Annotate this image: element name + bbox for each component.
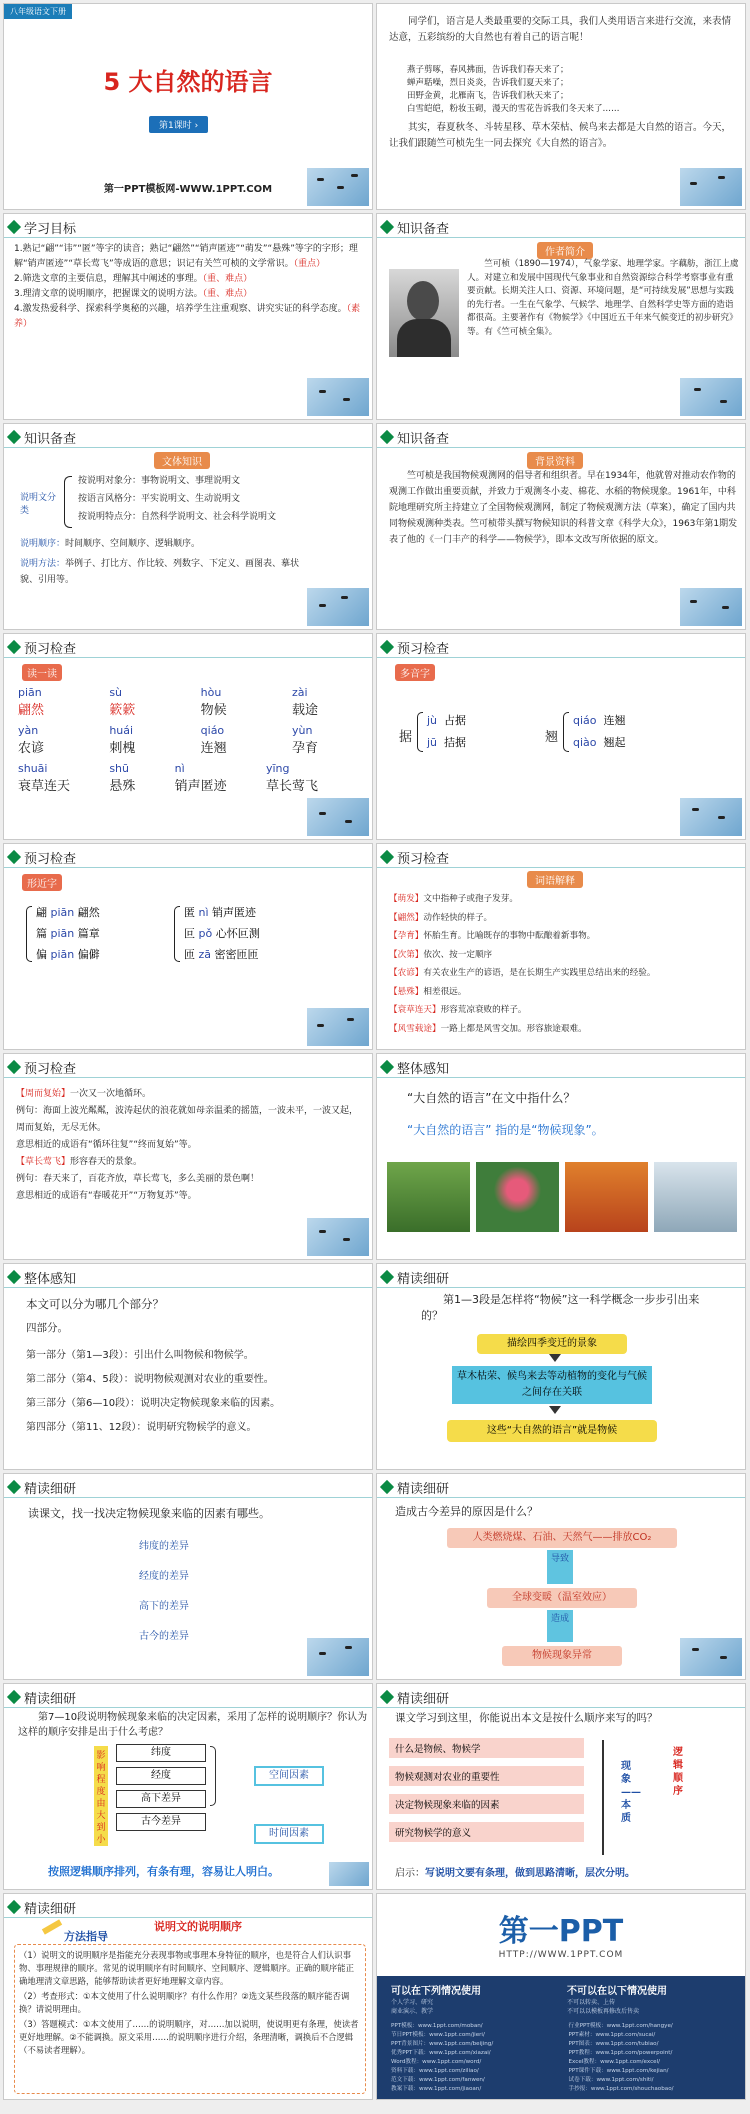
birds-image	[307, 378, 369, 416]
influence-bar: 影响程度由大到小	[94, 1746, 108, 1846]
question: 造成古今差异的原因是什么？	[395, 1505, 538, 1518]
author-portrait	[389, 269, 459, 357]
slide-study-1[interactable]	[376, 1263, 746, 1470]
diamond-icon	[380, 1270, 394, 1284]
forbidden-heading: 不可以在以下情况使用	[567, 1986, 667, 1997]
header-title: 精读细研	[397, 1692, 450, 1707]
idiom-line: 例句：春天来了，百花齐放，草长莺飞，多么美丽的景色啊！	[16, 1174, 260, 1184]
category-row: 按说明特点分：自然科学说明文、社会科学说明文	[78, 512, 277, 522]
goal-item: 4.激发热爱科学、探索科学奥秘的兴趣，培养学生注重观察、讲究实证的科学态度。（素养）	[14, 304, 361, 329]
vocab-item: 【萌发】文中指种子或孢子发芽。	[389, 894, 518, 904]
diamond-icon	[7, 850, 21, 864]
parts-list	[26, 1344, 366, 1440]
intro-para-1: 同学们，语言是人类最重要的交际工具，我们人类用语言来进行交流，来表情达意，五彩缤纷的大自然也有着自己的语言呢！	[389, 16, 732, 43]
logo-text: 第一PPT	[498, 1914, 624, 1949]
diamond-icon	[380, 1060, 394, 1074]
footer-link[interactable]: 范文下载：www.1ppt.com/fanwen/	[391, 2077, 485, 2083]
birds-image	[680, 378, 742, 416]
method-line: 说明方法：举例子、打比方、作比较、列数字、下定义、画图表、摹状貌、引用等。	[20, 559, 300, 585]
header-title: 预习检查	[24, 1062, 77, 1077]
poly-char-2: 翘	[545, 730, 559, 745]
header-title: 精读细研	[24, 1482, 77, 1497]
flow-box-1: 描绘四季变迁的景象	[477, 1334, 627, 1354]
poly-char-1: 据	[399, 730, 413, 745]
section-tag: 词语解释	[527, 871, 583, 888]
photo-flowers	[387, 1162, 470, 1232]
footer-link[interactable]: 资料下载：www.1ppt.com/ziliao/	[391, 2068, 479, 2074]
method-para: （3）答题模式：①本文使用了……的说明顺序，对……加以说明，使说明更有条理，使读者更好地理解。②不能调换。原文采用……的说明顺序进行介绍，条理清晰，调换后不合逻辑（不易读者理解）。	[19, 2019, 359, 2055]
logic-order: 逻辑顺序	[673, 1747, 683, 1797]
slide-background[interactable]	[376, 423, 746, 630]
slide-study-3[interactable]	[376, 1473, 746, 1680]
vocab-item: 【衰草连天】形容荒凉衰败的样子。	[389, 1005, 527, 1015]
question: 课文学习到这里，你能说出本文是按什么顺序来写的吗？	[395, 1712, 658, 1724]
word-item: yīng 草长莺飞	[265, 762, 318, 794]
section-tag: 多音字	[395, 664, 435, 681]
flow-box-2: 草木枯荣、候鸟来去等动植物的变化与气候之间存在关联	[452, 1366, 652, 1404]
slide-header	[4, 846, 372, 868]
brace	[26, 906, 32, 962]
idiom-line: 意思相近的成语有“循环往复”“终而复始”等。	[16, 1140, 197, 1150]
structure-item: 物候观测对农业的重要性	[389, 1766, 584, 1786]
slide-study-5[interactable]	[376, 1683, 746, 1890]
diamond-icon	[7, 430, 21, 444]
intro-para-2: 其实，春夏秋冬、斗转星移、草木荣枯、候鸟来去都是大自然的语言。今天，让我们跟随竺可桢先生一同去探究《大自然的语言》。	[389, 122, 732, 149]
slide-overview-2[interactable]	[3, 1263, 373, 1470]
header-title: 精读细研	[397, 1482, 450, 1497]
poem-line: 燕子剪啄，春风拂面，告诉我们春天来了；	[407, 65, 569, 75]
header-title: 预习检查	[24, 852, 77, 867]
order-line: 说明顺序：时间顺序、空间顺序、逻辑顺序。	[20, 539, 201, 549]
slide-header	[377, 636, 745, 658]
birds-image	[680, 1638, 742, 1676]
header-title: 预习检查	[397, 852, 450, 867]
factor-item: 古今的差异	[139, 1631, 189, 1642]
category-label: 说明文分类	[20, 493, 57, 516]
cause-box: 人类燃烧煤、石油、天然气——排放CO₂	[447, 1528, 677, 1548]
goal-item: 3.理清文章的说明顺序，把握课文的说明方法。（重、难点）	[14, 289, 253, 299]
word-item: shū 悬殊	[109, 762, 136, 794]
slide-vocab[interactable]	[376, 843, 746, 1050]
footer-link[interactable]: 手抄报：www.1ppt.com/shouchaobao/	[568, 2086, 674, 2092]
method-para: （2）考查形式：①本文使用了什么说明顺序？有什么作用？②选文某些段落的顺序能否调换？请说明理由。	[19, 1991, 350, 2014]
similar-right: 匿 nì 销声匿迹 叵 pǒ 心怀叵测 匝 zā 密密匝匝	[184, 906, 260, 961]
header-title: 学习目标	[24, 222, 77, 237]
diamond-icon	[7, 640, 21, 654]
header-title: 知识备查	[397, 222, 450, 237]
similar-left: 翩 piān 翩然 篇 piān 篇章 偏 piān 偏僻	[36, 906, 100, 961]
word-item: nì 销声匿迹	[174, 762, 227, 794]
method-tag: 方法指导	[64, 1930, 108, 1943]
birds-image	[329, 1862, 369, 1886]
slide-overview-1[interactable]	[376, 1053, 746, 1260]
part-item: 第三部分（第6—10段）：说明决定物候现象来临的因素。	[26, 1398, 281, 1409]
factor-item: 经度的差异	[139, 1571, 189, 1582]
section-tag: 形近字	[22, 874, 62, 891]
diamond-icon	[7, 1480, 21, 1494]
poly-group-1: jù 占据 jū 拮据	[427, 714, 467, 749]
poem-line: 田野金黄，北雁南飞，告诉我们秋天来了；	[407, 91, 569, 101]
word-item: zài 载途	[291, 686, 318, 718]
arrow-label-2: 造成	[547, 1610, 573, 1642]
slide-intro[interactable]	[376, 3, 746, 210]
brace	[563, 712, 569, 752]
factor-box: 高下差异	[116, 1790, 206, 1808]
phenomenon-essence: 现象——本质	[621, 1761, 641, 1824]
structure-item: 什么是物候、物候学	[389, 1738, 584, 1758]
slide-header	[4, 1476, 372, 1498]
lesson-title: 5 大自然的语言	[103, 68, 273, 96]
space-factor: 空间因素	[254, 1766, 324, 1786]
birds-image	[307, 1638, 369, 1676]
diamond-icon	[7, 1060, 21, 1074]
brace	[417, 712, 423, 752]
slide-method[interactable]	[3, 1893, 373, 2100]
word-item: yùn 孕育	[291, 724, 318, 756]
section-tag: 读一读	[22, 664, 62, 681]
part-item: 第一部分（第1—3段）：引出什么叫物候和物候学。	[26, 1350, 254, 1361]
slide-header	[4, 426, 372, 448]
structure-list	[389, 1738, 584, 1842]
diamond-icon	[7, 1900, 21, 1914]
section-tag: 作者简介	[537, 242, 593, 259]
slide-similar[interactable]	[3, 843, 373, 1050]
goals-list	[14, 242, 366, 332]
question: 第1—3段是怎样将“物候”这一科学概念一步步引出来的？	[421, 1293, 700, 1322]
vocab-item: 【农谚】有关农业生产的谚语，是在长期生产实践里总结出来的经验。	[389, 968, 656, 978]
brace	[174, 906, 180, 962]
arrow-label-1: 导致	[547, 1550, 573, 1584]
logo-url: HTTP://WWW.1PPT.COM	[498, 1950, 624, 1960]
word-item: qiáo 连翘	[200, 724, 227, 756]
section-tag: 文体知识	[154, 452, 210, 469]
method-title: 说明文的说明顺序	[154, 1920, 242, 1933]
allowed-heading: 可以在下列情况使用	[391, 1986, 481, 1997]
factor-boxes	[116, 1744, 206, 1831]
arrow-down-icon	[549, 1406, 561, 1414]
idiom-line: 意思相近的成语有“春暖花开”“万物复苏”等。	[16, 1191, 197, 1201]
intro-poem	[407, 64, 737, 116]
idiom-line: 例句：海面上波光粼粼，波涛起伏的浪花就如母亲温柔的摇篮，一波未平，一波又起，周而复始，无尽无休。	[16, 1106, 359, 1133]
birds-image	[307, 588, 369, 626]
footer-link[interactable]: PPT背景图片：www.1ppt.com/beijing/	[391, 2041, 494, 2047]
word-item: hòu 物候	[200, 686, 227, 718]
slide-goals[interactable]	[3, 213, 373, 420]
birds-image	[680, 588, 742, 626]
vocab-list	[389, 890, 741, 1038]
pencil-icon	[42, 1919, 62, 1934]
diamond-icon	[7, 220, 21, 234]
header-title: 知识备查	[24, 432, 77, 447]
factor-box: 纬度	[116, 1744, 206, 1762]
footer-link[interactable]: 行业PPT模板：www.1ppt.com/hangye/	[568, 2023, 673, 2029]
photo-birds	[654, 1162, 737, 1232]
brace	[210, 1746, 216, 1806]
slide-header	[377, 216, 745, 238]
diamond-icon	[7, 1690, 21, 1704]
factor-item: 纬度的差异	[139, 1541, 189, 1552]
slide-header	[377, 1686, 745, 1708]
goal-item: 2.筛选文章的主要信息，理解其中阐述的事理。（重、难点）	[14, 274, 253, 284]
footer-link[interactable]: PPT教程：www.1ppt.com/powerpoint/	[568, 2050, 673, 2056]
author-bio: 竺可桢（1890—1974），气象学家、地理学家。字藕舫，浙江上虞人。对建立和发展中国现代气象事业和自然资源综合科学考察事业有重要贡献。长期关注人口、资源、环境问题，是“可持续发展”思想与实践的先行者。一生在气象学、气候学、地理学、自然科学史等方面的造诣都很高。主要著作有《物候学》《中国近五千年来气候变迁的初步研究》等。有《竺可桢全集》。	[467, 259, 739, 337]
time-factor: 时间因素	[254, 1824, 324, 1844]
goal-item: 1.熟记“翩”“讳”“匿”等字的读音；熟记“翩然”“销声匿迹”“萌发”“悬殊”等字的字形；理解“销声匿迹”“草长莺飞”等成语的意思；识记有关竺可桢的文学常识。（重点）	[14, 244, 358, 269]
background-text: 竺可桢是我国物候观测网的倡导者和组织者。早在1934年，他就曾对推动农作物的观测工作做出重要贡献，并致力于观测冬小麦、棉花、水稻的物候现象。1961年，中科院地理研究所主持建立了全国物候观测网，制定了物候观测方法（草案），确定了国内共同物候观测种类表。竺可桢带头撰写物候知识的科普文章《科学大众》，1963年第1期发表了他的《一门丰产的科学——物候学》，即本文改写所依据的原文。	[389, 471, 738, 545]
poly-group-2: qiáo 连翘 qiào 翘起	[573, 714, 626, 749]
word-item: piān 翩然	[18, 686, 45, 718]
nature-photos	[387, 1162, 737, 1232]
birds-image	[307, 168, 369, 206]
word-item: huái 刺槐	[109, 724, 136, 756]
birds-image	[307, 1218, 369, 1256]
header-title: 整体感知	[24, 1272, 77, 1287]
site-name: 第一PPT模板网-WWW.1PPT.COM	[103, 184, 273, 195]
answer: “大自然的语言” 指的是“物候现象”。	[407, 1123, 604, 1137]
idiom-line: 【周而复始】一次又一次地循环。	[16, 1089, 152, 1099]
birds-image	[680, 798, 742, 836]
vocab-item: 【翩然】动作轻快的样子。	[389, 912, 493, 923]
question: 本文可以分为哪几个部分？	[26, 1297, 164, 1311]
header-title: 预习检查	[397, 642, 450, 657]
result-box: 物候现象异常	[502, 1646, 622, 1666]
poem-line: 白雪皑皑，粉妆玉砌，漫天的雪花告诉我们冬天来了……	[407, 104, 620, 114]
word-item: sù 簌簌	[109, 686, 136, 718]
footer-link[interactable]: 教案下载：www.1ppt.com/jiaoan/	[391, 2086, 482, 2092]
slide-study-4[interactable]	[3, 1683, 373, 1890]
footer-link[interactable]: 节日PPT模板：www.1ppt.com/jieri/	[391, 2032, 485, 2038]
footer-link[interactable]: 优秀PPT下载：www.1ppt.com/xiazai/	[391, 2050, 491, 2056]
footer-link[interactable]: Excel教程：www.1ppt.com/excel/	[568, 2059, 661, 2065]
answer: 按照逻辑顺序排列，有条有理，容易让人明白。	[48, 1865, 279, 1878]
vocab-item: 【风雪载途】一路上都是风雪交加。形容旅途艰难。	[389, 1023, 587, 1034]
insight: 启示：写说明文要有条理，做到思路清晰，层次分明。	[395, 1868, 635, 1879]
header-title: 整体感知	[397, 1062, 450, 1077]
footer-link[interactable]: 试卷下载：www.1ppt.com/shiti/	[568, 2077, 654, 2083]
category-row: 按语言风格分：平实说明文、生动说明文	[78, 494, 241, 504]
slide-header	[4, 216, 372, 238]
part-item: 第四部分（第11、12段）：说明研究物候学的意义。	[26, 1422, 257, 1433]
birds-image	[307, 798, 369, 836]
divider-line	[602, 1740, 604, 1855]
factor-list	[139, 1532, 189, 1652]
slide-polyphone[interactable]	[376, 633, 746, 840]
logo-banner	[377, 1894, 745, 1976]
word-item: yàn 农谚	[18, 724, 45, 756]
flow-box-3: 这些“大自然的语言”就是物候	[447, 1420, 657, 1442]
diamond-icon	[7, 1270, 21, 1284]
forbidden-list: 不可以转卖、上传 不可以以模板再修改后售卖	[567, 1999, 640, 2015]
method-box	[14, 1944, 366, 2094]
slide-header	[377, 1266, 745, 1288]
idiom-line: 【草长莺飞】形容春天的景象。	[16, 1157, 143, 1167]
slide-credits[interactable]	[376, 1893, 746, 2100]
factor-box: 经度	[116, 1767, 206, 1785]
factor-box: 古今差异	[116, 1813, 206, 1831]
footer-link[interactable]: PPT图表：www.1ppt.com/tubiao/	[568, 2041, 659, 2047]
answer-count: 四部分。	[26, 1322, 68, 1334]
allowed-list: 个人学习、研究 商业演示、教学	[391, 1999, 434, 2015]
category-row: 按说明对象分：事物说明文、事理说明文	[78, 476, 241, 486]
effect-box: 全球变暖（温室效应）	[487, 1588, 637, 1608]
slide-author[interactable]	[376, 213, 746, 420]
pinyin-grid	[18, 686, 318, 794]
slide-header	[4, 1686, 372, 1708]
question: “大自然的语言”在文中指什么？	[407, 1091, 576, 1105]
arrow-down-icon	[549, 1354, 561, 1362]
footer-link[interactable]: PPT课件下载：www.1ppt.com/kejian/	[568, 2068, 669, 2074]
slide-title[interactable]	[3, 3, 373, 210]
slide-genre[interactable]	[3, 423, 373, 630]
slide-header	[377, 1056, 745, 1078]
header-title: 知识备查	[397, 432, 450, 447]
diamond-icon	[380, 430, 394, 444]
slide-header	[4, 1896, 372, 1918]
section-tag: 背景资料	[527, 452, 583, 469]
photo-lotus	[476, 1162, 559, 1232]
slide-idioms[interactable]	[3, 1053, 373, 1260]
vocab-item: 【悬殊】相差很远。	[389, 986, 467, 997]
poem-line: 蝉声聒噪，烈日炎炎，告诉我们夏天来了；	[407, 78, 569, 88]
word-item: shuāi 衰草连天	[18, 762, 71, 794]
method-para: （1）说明文的说明顺序是指能充分表现事物或事理本身特征的顺序，也是符合人们认识事物、事理规律的顺序。常见的说明顺序有时间顺序、空间顺序、逻辑顺序。正确的顺序能正确地理清文章思路，能够帮助读者更好地理解文章内容。	[19, 1950, 354, 1986]
lesson-badge-label: 第1课时	[159, 121, 192, 131]
idiom-list	[16, 1086, 366, 1205]
diamond-icon	[380, 640, 394, 654]
header-title: 精读细研	[24, 1902, 77, 1917]
header-title: 精读细研	[24, 1692, 77, 1707]
footer-link[interactable]: Word教程：www.1ppt.com/word/	[391, 2059, 482, 2065]
diamond-icon	[380, 220, 394, 234]
diamond-icon	[380, 1480, 394, 1494]
footer-link[interactable]: PPT素材：www.1ppt.com/sucai/	[568, 2032, 656, 2038]
vocab-item: 【孕育】怀胎生育。比喻既存的事物中酝酿着新事物。	[389, 931, 596, 941]
slide-header	[377, 846, 745, 868]
header-title: 预习检查	[24, 642, 77, 657]
diamond-icon	[380, 1690, 394, 1704]
slide-header	[4, 1266, 372, 1288]
factor-item: 高下的差异	[139, 1601, 189, 1612]
slide-header	[4, 1056, 372, 1078]
part-item: 第二部分（第4、5段）：说明物候观测对农业的重要性。	[26, 1374, 274, 1385]
slide-header	[377, 426, 745, 448]
category-list	[78, 472, 368, 526]
diamond-icon	[380, 850, 394, 864]
grade-badge: 八年级语文下册	[4, 4, 72, 19]
slide-header	[4, 636, 372, 658]
structure-item: 决定物候现象来临的因素	[389, 1794, 584, 1814]
structure-item: 研究物候学的意义	[389, 1822, 584, 1842]
birds-image	[307, 1008, 369, 1046]
vocab-item: 【次第】依次、按一定顺序	[389, 949, 493, 960]
lesson-badge: 第1课时 ›	[149, 116, 208, 133]
birds-image	[680, 168, 742, 206]
slide-header	[377, 1476, 745, 1498]
link-grid	[391, 2022, 736, 2094]
footer-link[interactable]: PPT模板：www.1ppt.com/moban/	[391, 2023, 483, 2029]
question: 读课文，找一找决定物候现象来临的因素有哪些。	[28, 1507, 270, 1520]
photo-autumn	[565, 1162, 648, 1232]
slide-study-2[interactable]	[3, 1473, 373, 1680]
brace	[64, 476, 72, 528]
slide-read[interactable]	[3, 633, 373, 840]
header-title: 精读细研	[397, 1272, 450, 1287]
question: 第7—10段说明物候现象来临的决定因素，采用了怎样的说明顺序？你认为这样的顺序安排是出于什么考虑？	[18, 1712, 368, 1738]
